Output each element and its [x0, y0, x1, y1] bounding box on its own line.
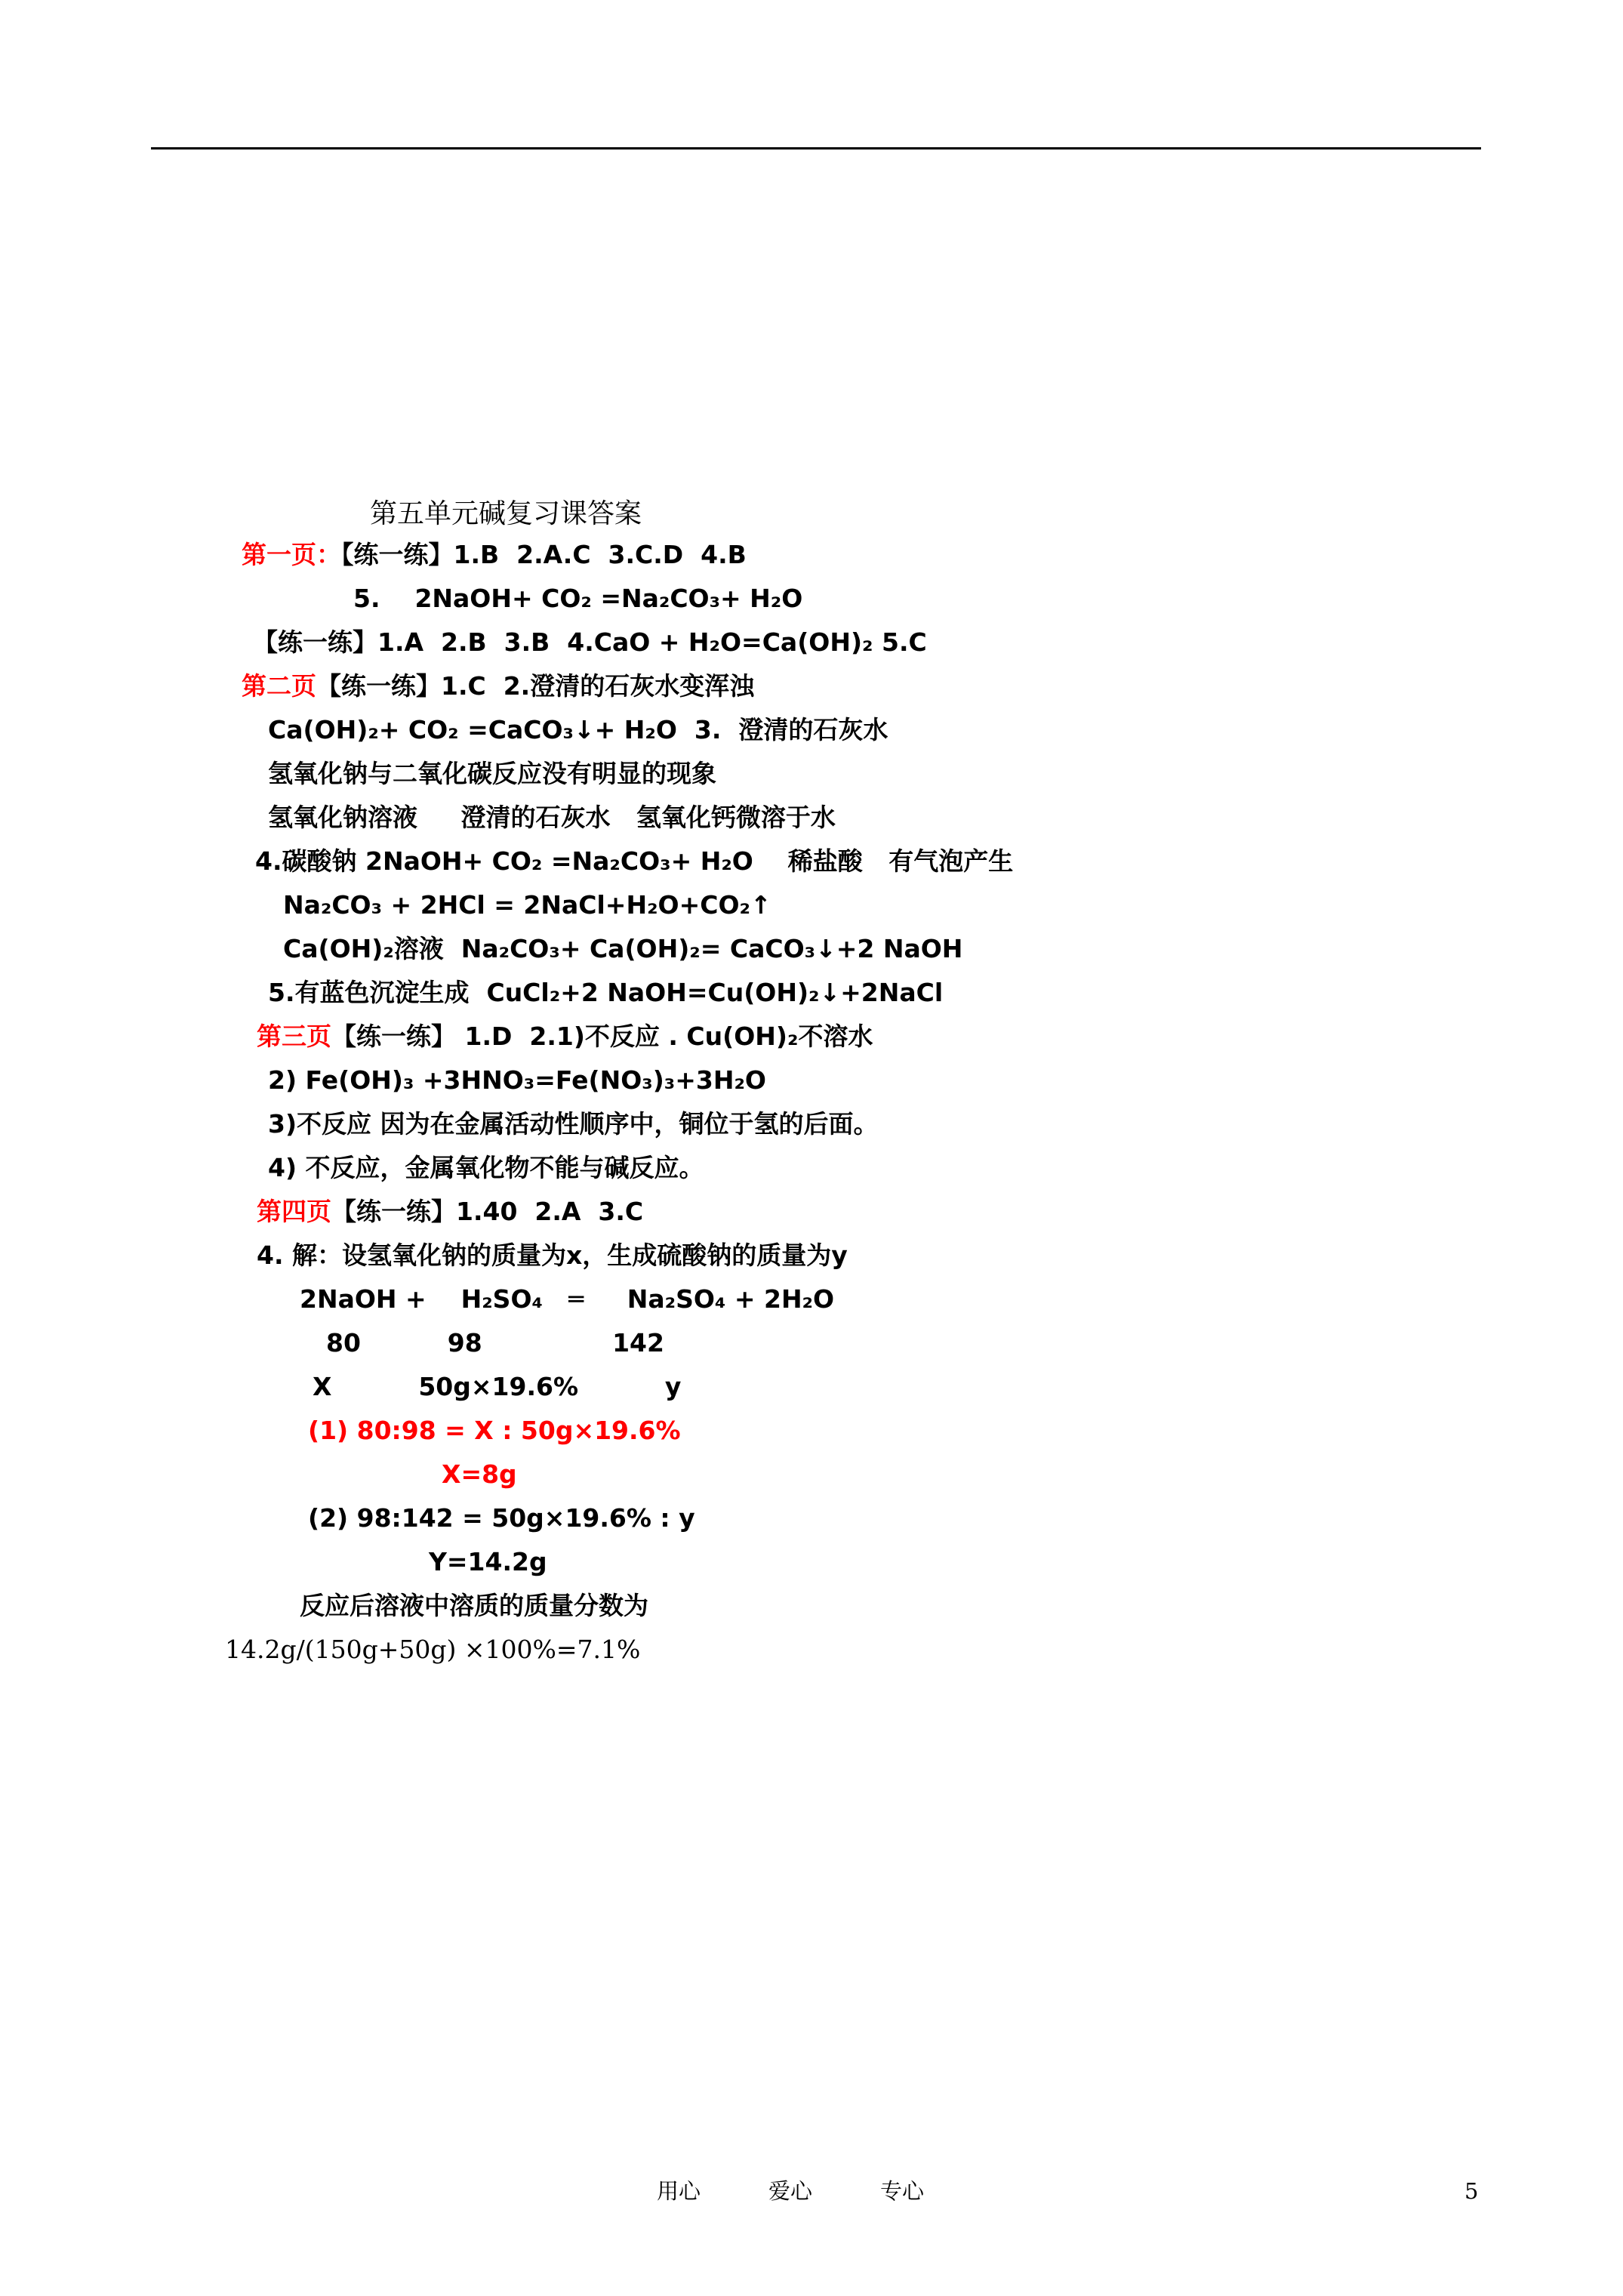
- calc-result-1: X=8g: [442, 1459, 517, 1489]
- section-label-page4: 第四页: [257, 1197, 331, 1226]
- page-title: 第五单元碱复习课答案: [370, 498, 642, 529]
- final-answer-line: 14.2g/(150g+50g) ×100%=7.1%: [225, 1635, 641, 1664]
- answer-line-page1: 第一页：【练一练】1.B 2.A.C 3.C.D 4.B: [242, 540, 747, 569]
- answer-line-page3: 第三页【练一练】 1.D 2.1)不反应 . Cu(OH)₂不溶水: [257, 1022, 873, 1051]
- answer-line: 【练一练】1.A 2.B 3.B 4.CaO + H₂O=Ca(OH)₂ 5.C: [253, 627, 927, 657]
- section-label-page1: 第一页：: [242, 540, 341, 569]
- page-number: 5: [1464, 2178, 1479, 2204]
- answer-line-page4: 第四页【练一练】1.40 2.A 3.C: [257, 1197, 644, 1226]
- answer-line: 5.有蓝色沉淀生成 CuCl₂+2 NaOH=Cu(OH)₂↓+2NaCl: [268, 978, 944, 1007]
- calc-result-2: Y=14.2g: [429, 1547, 547, 1576]
- footer-middle: 爱心: [768, 2178, 813, 2204]
- answer-line: Na₂CO₃ + 2HCl = 2NaCl+H₂O+CO₂↑: [283, 890, 771, 920]
- answer-line: 3)不反应 因为在金属活动性顺序中，铜位于氢的后面。: [268, 1109, 879, 1139]
- equation-line: 2NaOH + H₂SO₄ ═ Na₂SO₄ + 2H₂O: [300, 1284, 835, 1314]
- answer-line: 4. 解：设氢氧化钠的质量为x，生成硫酸钠的质量为y: [257, 1240, 848, 1270]
- answer-line-page2: 第二页【练一练】1.C 2.澄清的石灰水变浑浊: [242, 671, 755, 701]
- calc-line-1: (1) 80:98 = X : 50g×19.6%: [308, 1416, 681, 1445]
- answer-line: Ca(OH)₂溶液 Na₂CO₃+ Ca(OH)₂= CaCO₃↓+2 NaOH: [283, 934, 963, 963]
- answer-line: 2) Fe(OH)₃ +3HNO₃=Fe(NO₃)₃+3H₂O: [268, 1065, 766, 1095]
- answer-line: 4) 不反应，金属氧化物不能与碱反应。: [268, 1153, 704, 1182]
- answer-line: 4.碳酸钠 2NaOH+ CO₂ =Na₂CO₃+ H₂O 稀盐酸 有气泡产生: [255, 846, 1014, 876]
- section-label-page2: 第二页: [242, 671, 316, 701]
- quantity-line: X 50g×19.6% y: [313, 1372, 682, 1401]
- answer-line: Ca(OH)₂+ CO₂ =CaCO₃↓+ H₂O 3. 澄清的石灰水: [268, 715, 888, 744]
- header-rule: [151, 147, 1481, 149]
- answer-line: 氢氧化钠溶液 澄清的石灰水 氢氧化钙微溶于水: [268, 803, 836, 832]
- footer-right: 专心: [880, 2178, 925, 2204]
- footer-left: 用心: [657, 2178, 701, 2204]
- molar-mass-line: 80 98 142: [326, 1328, 664, 1358]
- answer-line: 氢氧化钠与二氧化碳反应没有明显的现象: [268, 759, 716, 788]
- answer-line: 5. 2NaOH+ CO₂ =Na₂CO₃+ H₂O: [353, 584, 803, 613]
- calc-line-2: (2) 98:142 = 50g×19.6% : y: [308, 1503, 695, 1533]
- section-label-page3: 第三页: [257, 1022, 331, 1051]
- answer-line: 反应后溶液中溶质的质量分数为: [300, 1591, 648, 1620]
